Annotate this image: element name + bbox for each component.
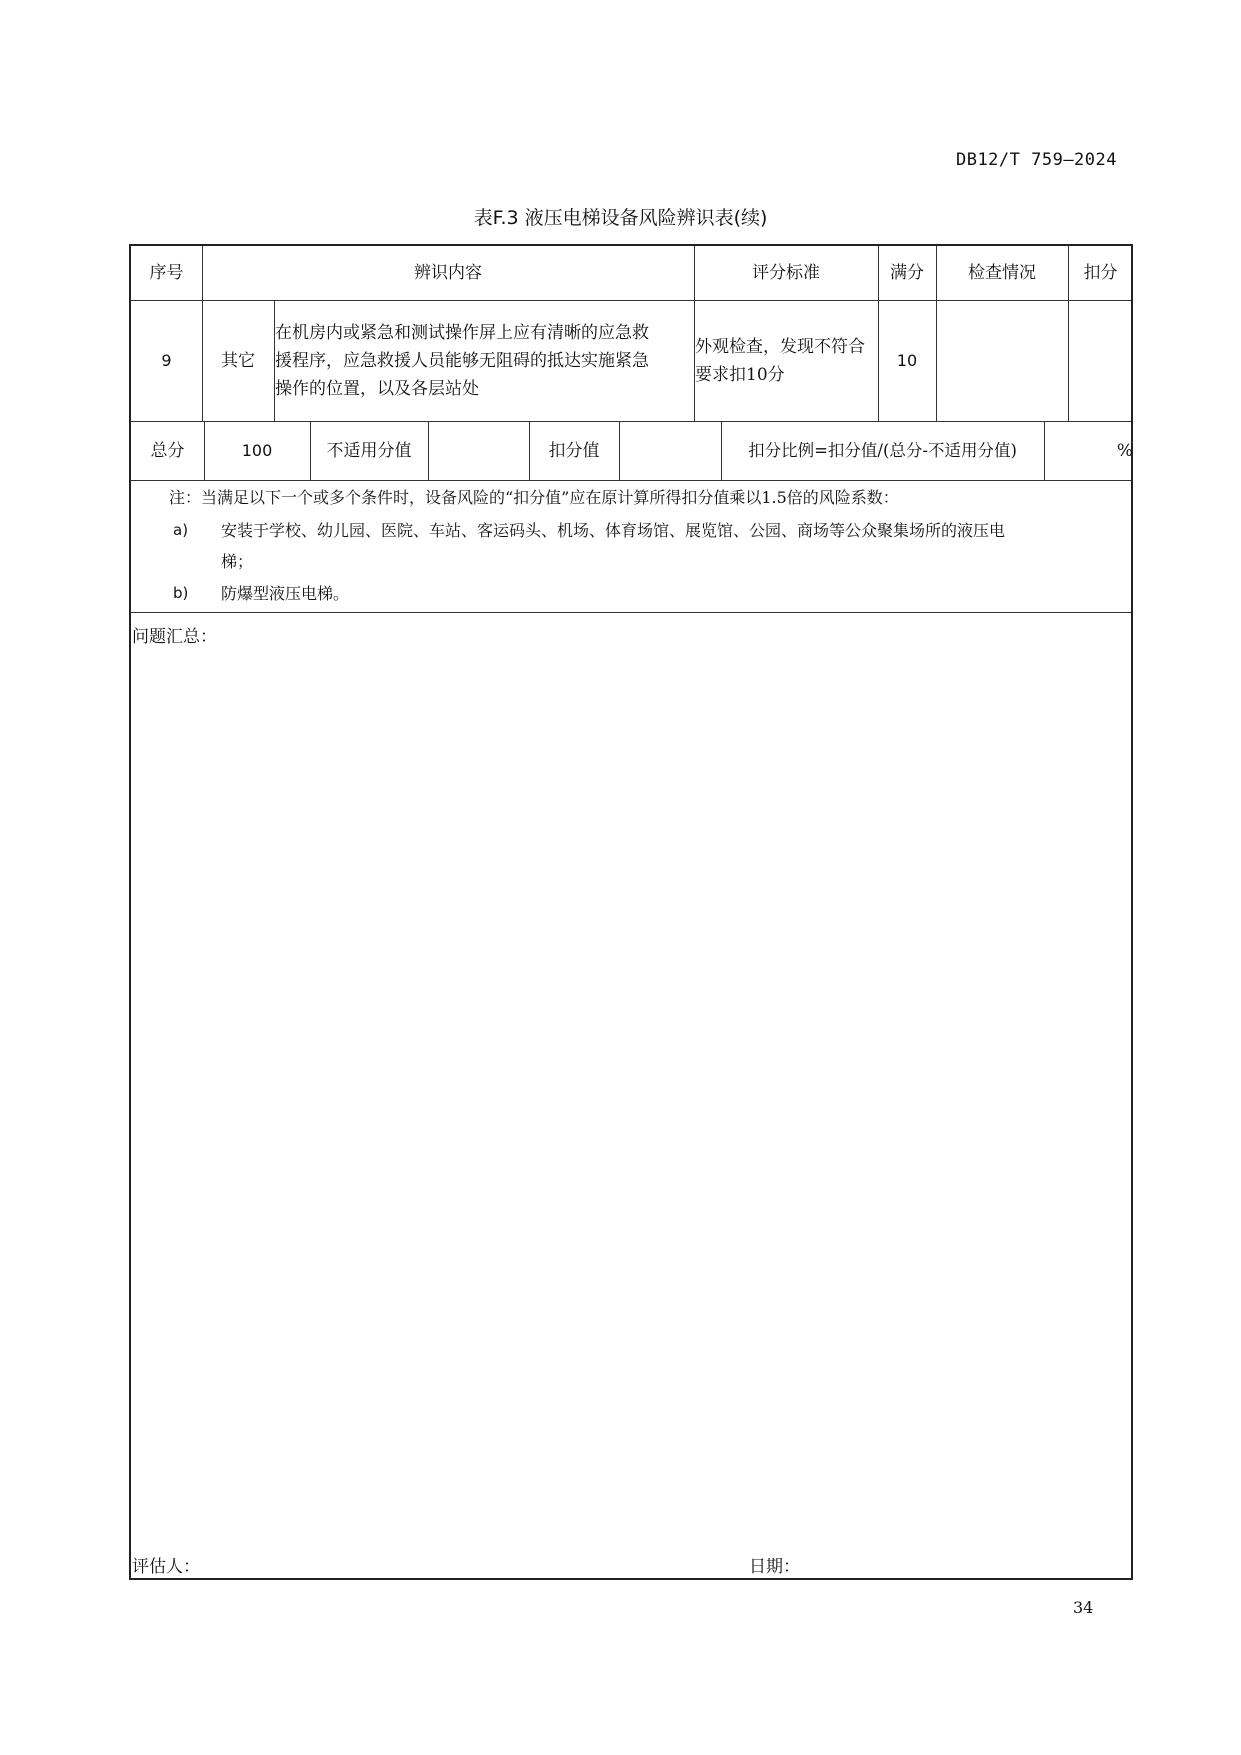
header-seq: 序号 — [149, 263, 184, 283]
deduct-value[interactable] — [619, 421, 721, 480]
ratio-unit: % — [1116, 440, 1133, 461]
header-content: 辨识内容 — [414, 263, 482, 283]
na-label: 不适用分值 — [326, 440, 412, 461]
row-deduction[interactable] — [1068, 300, 1133, 421]
risk-table — [129, 244, 1133, 1580]
issues-summary-label: 问题汇总： — [132, 627, 217, 647]
na-value[interactable] — [428, 421, 529, 480]
date-label: 日期： — [749, 1557, 800, 1577]
document-code: DB12/T 759—2024 — [955, 150, 1117, 170]
note-marker-a: a) — [173, 521, 189, 539]
content-line: 援程序，应急救援人员能够无阻碍的抵达实施紧急 — [275, 350, 649, 371]
row-inspection[interactable] — [936, 300, 1068, 421]
row-full-score: 10 — [896, 350, 918, 370]
table-title: 表F.3 液压电梯设备风险辨识表(续) — [473, 207, 768, 229]
criteria-line: 外观检查，发现不符合 — [695, 336, 865, 357]
note-item-b-line1: 防爆型液压电梯。 — [221, 584, 350, 603]
header-criteria: 评分标准 — [752, 263, 820, 283]
content-line: 操作的位置，以及各层站处 — [275, 378, 479, 399]
ratio-label: 扣分比例=扣分值/(总分-不适用分值) — [748, 440, 1017, 460]
row-content — [274, 300, 694, 421]
assessor-label: 评估人： — [132, 1557, 200, 1577]
note-item-a-line1: 安装于学校、幼儿园、医院、车站、客运码头、机场、体育场馆、展览馆、公园、商场等公众聚集场所的液压电 — [221, 521, 1006, 540]
note-item-a-line2: 梯； — [221, 552, 254, 571]
row-seq: 9 — [161, 350, 172, 370]
deduct-label: 扣分值 — [548, 440, 600, 461]
row-divider — [131, 612, 1131, 613]
header-deduction: 扣分 — [1083, 263, 1118, 283]
total-value: 100 — [241, 440, 273, 460]
criteria-line: 要求扣10分 — [695, 364, 785, 385]
header-inspection: 检查情况 — [968, 263, 1036, 283]
row-divider — [131, 480, 1131, 481]
row-criteria — [694, 300, 878, 421]
note-lead: 注：当满足以下一个或多个条件时，设备风险的“扣分值”应在原计算所得扣分值乘以1.5倍的风险系数： — [169, 488, 899, 507]
row-category: 其它 — [221, 350, 255, 371]
content-line: 在机房内或紧急和测试操作屏上应有清晰的应急救 — [275, 322, 649, 343]
page-number: 34 — [1073, 1598, 1094, 1617]
total-label: 总分 — [150, 440, 185, 461]
header-full-score: 满分 — [890, 263, 924, 283]
note-marker-b: b) — [173, 584, 189, 602]
